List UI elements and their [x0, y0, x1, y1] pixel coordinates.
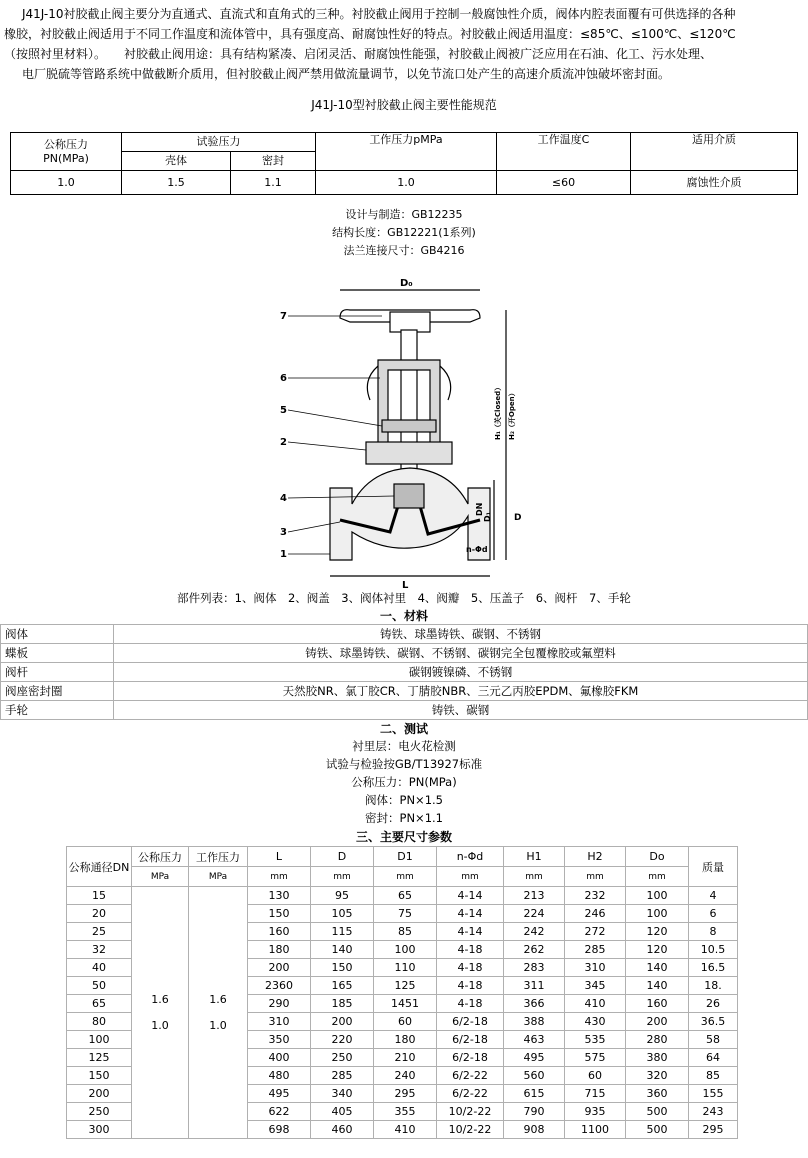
dims-cell-dn: 300	[67, 1121, 132, 1139]
material-value: 天然胶NR、氯丁胶CR、丁腈胶NBR、三元乙丙胶EPDM、氟橡胶FKM	[114, 682, 808, 701]
dims-cell: 85	[374, 923, 437, 941]
intro-line-2: 橡胶，衬胶截止阀适用于不同工作温度和流体管中，具有强度高、耐腐蚀性好的特点。衬胶截止阀适用温度：≤85℃、≤100℃、≤120℃	[4, 27, 736, 41]
dims-title: 三、主要尺寸参数	[355, 830, 452, 844]
material-row	[1, 625, 808, 644]
dims-cell: 575	[565, 1049, 626, 1067]
dims-cell: 500	[626, 1121, 689, 1139]
dims-cell: 130	[248, 887, 311, 905]
dims-cell: 120	[626, 941, 689, 959]
dims-cell: 58	[689, 1031, 738, 1049]
diagram-dim-d: D	[514, 513, 522, 523]
spec-header-pn-unit: PN(MPa)	[43, 151, 89, 165]
dims-cell: 120	[626, 923, 689, 941]
dims-cell: 250	[311, 1049, 374, 1067]
dims-cell: 115	[311, 923, 374, 941]
dims-cell: 6/2-18	[437, 1031, 504, 1049]
dims-cell: 285	[311, 1067, 374, 1085]
diagram-label-7: 7	[280, 311, 287, 322]
material-value: 碳钢镀镍磷、不锈钢	[114, 663, 808, 682]
diagram-dim-dn: DN	[475, 502, 484, 516]
dims-cell: 4-18	[437, 959, 504, 977]
diagram-label-6: 6	[280, 373, 287, 384]
dims-cell: 615	[504, 1085, 565, 1103]
diagram-dim-l: L	[402, 580, 409, 590]
dims-cell: 185	[311, 995, 374, 1013]
dims-unit-row	[67, 867, 738, 887]
dims-cell: 790	[504, 1103, 565, 1121]
standard-flange: 法兰连接尺寸：GB4216	[343, 244, 465, 257]
diagram-label-2: 2	[280, 437, 287, 448]
dims-cell: 310	[248, 1013, 311, 1031]
spec-cell-medium: 腐蚀性介质	[631, 171, 798, 195]
testing-line-3: 公称压力：PN(MPa)	[351, 775, 457, 789]
dims-cell: 100	[626, 905, 689, 923]
dims-cell: 232	[565, 887, 626, 905]
dims-header-h1: H1	[504, 847, 565, 867]
dims-cell-dn: 50	[67, 977, 132, 995]
dims-cell: 10.5	[689, 941, 738, 959]
material-row	[1, 644, 808, 663]
materials-title: 一、材料	[379, 609, 428, 623]
dims-cell: 60	[565, 1067, 626, 1085]
intro-line-3: （按照衬里材料）。 衬胶截止阀用途：具有结构紧凑、启闭灵活、耐腐蚀性能强，衬胶截止阀被广泛应用在石油、化工、污水处理、	[4, 47, 713, 61]
dims-cell-dn: 100	[67, 1031, 132, 1049]
dims-cell: 480	[248, 1067, 311, 1085]
dims-cell-dn: 125	[67, 1049, 132, 1067]
materials-table	[0, 624, 808, 720]
dims-cell: 8	[689, 923, 738, 941]
dims-cell-dn: 32	[67, 941, 132, 959]
dims-cell: 6/2-22	[437, 1085, 504, 1103]
diagram-label-4: 4	[280, 493, 287, 504]
dims-cell: 150	[311, 959, 374, 977]
dims-unit: MPa	[189, 867, 248, 887]
dims-cell: 26	[689, 995, 738, 1013]
dims-cell: 64	[689, 1049, 738, 1067]
dims-cell: 311	[504, 977, 565, 995]
dims-header-nphid: n-Φd	[437, 847, 504, 867]
dims-cell: 622	[248, 1103, 311, 1121]
dims-cell: 6/2-22	[437, 1067, 504, 1085]
dims-cell: 165	[311, 977, 374, 995]
spec-cell-seal: 1.1	[231, 171, 316, 195]
dims-cell-dn: 200	[67, 1085, 132, 1103]
diagram-dim-d0: D₀	[400, 278, 413, 289]
dims-header-h2: H2	[565, 847, 626, 867]
dims-cell: 410	[374, 1121, 437, 1139]
material-value: 铸铁、球墨铸铁、碳钢、不锈钢	[114, 625, 808, 644]
dims-cell: 366	[504, 995, 565, 1013]
dims-cell: 180	[248, 941, 311, 959]
dims-cell: 1100	[565, 1121, 626, 1139]
dims-cell: 280	[626, 1031, 689, 1049]
dims-unit: mm	[374, 867, 437, 887]
dims-table	[66, 846, 738, 1139]
dims-cell: 85	[689, 1067, 738, 1085]
dims-cell: 18.	[689, 977, 738, 995]
standard-design: 设计与制造：GB12235	[345, 208, 463, 221]
dims-cell: 495	[504, 1049, 565, 1067]
dims-cell-pn: 1.6 1.0	[132, 887, 189, 1139]
dims-cell-dn: 150	[67, 1067, 132, 1085]
testing-line-5: 密封：PN×1.1	[365, 811, 443, 825]
spec-header-medium: 适用介质	[631, 133, 798, 171]
dims-cell: 715	[565, 1085, 626, 1103]
spec-header-shell: 壳体	[122, 152, 231, 171]
dims-cell: 6/2-18	[437, 1049, 504, 1067]
dims-cell-dn: 20	[67, 905, 132, 923]
dims-header-pn: 公称压力	[132, 847, 189, 867]
dims-cell: 150	[248, 905, 311, 923]
dims-cell: 6/2-18	[437, 1013, 504, 1031]
diagram-dim-d1: D₁	[483, 511, 492, 522]
dims-cell: 388	[504, 1013, 565, 1031]
spec-table	[10, 132, 798, 195]
dims-cell: 285	[565, 941, 626, 959]
dims-header-d1: D1	[374, 847, 437, 867]
standard-length: 结构长度：GB12221(1系列)	[332, 226, 476, 239]
dims-cell: 95	[311, 887, 374, 905]
dims-cell: 290	[248, 995, 311, 1013]
dims-cell: 535	[565, 1031, 626, 1049]
spec-header-pn-label: 公称压力	[44, 137, 88, 151]
dims-cell-dn: 15	[67, 887, 132, 905]
testing-title: 二、测试	[379, 722, 428, 736]
spec-cell-shell: 1.5	[122, 171, 231, 195]
dims-cell: 200	[626, 1013, 689, 1031]
dims-unit: MPa	[132, 867, 189, 887]
dims-cell: 2360	[248, 977, 311, 995]
dims-cell: 350	[248, 1031, 311, 1049]
dims-header-d: D	[311, 847, 374, 867]
dims-cell: 125	[374, 977, 437, 995]
dims-cell: 6	[689, 905, 738, 923]
dims-cell: 60	[374, 1013, 437, 1031]
dims-cell: 262	[504, 941, 565, 959]
dims-cell-dn: 250	[67, 1103, 132, 1121]
dims-cell-dn: 65	[67, 995, 132, 1013]
testing-line-1: 衬里层：电火花检测	[352, 739, 456, 753]
dims-cell: 140	[311, 941, 374, 959]
diagram-dim-nphi: n-Φd	[466, 545, 488, 554]
dims-cell: 935	[565, 1103, 626, 1121]
dims-cell: 16.5	[689, 959, 738, 977]
dims-cell: 220	[311, 1031, 374, 1049]
dims-cell: 200	[311, 1013, 374, 1031]
dims-cell: 105	[311, 905, 374, 923]
spec-header-test: 试验压力	[122, 133, 316, 152]
dims-cell: 140	[626, 977, 689, 995]
dims-cell: 10/2-22	[437, 1103, 504, 1121]
dims-cell: 160	[248, 923, 311, 941]
dims-cell: 698	[248, 1121, 311, 1139]
dims-unit: mm	[248, 867, 311, 887]
material-key: 蝶板	[1, 644, 114, 663]
dims-unit: mm	[565, 867, 626, 887]
dims-cell: 246	[565, 905, 626, 923]
dims-cell: 1451	[374, 995, 437, 1013]
dims-cell: 345	[565, 977, 626, 995]
dims-cell: 240	[374, 1067, 437, 1085]
material-row	[1, 682, 808, 701]
intro-paragraph	[4, 4, 804, 84]
dims-cell-pw: 1.6 1.0	[189, 887, 248, 1139]
spec-title: J41J-10型衬胶截止阀主要性能规范	[311, 98, 497, 112]
diagram-label-5: 5	[280, 405, 287, 416]
dims-header-row	[67, 847, 738, 867]
spec-header-work: 工作压力pMPa	[316, 133, 497, 171]
material-key: 阀座密封圈	[1, 682, 114, 701]
dims-cell: 460	[311, 1121, 374, 1139]
dims-cell: 295	[689, 1121, 738, 1139]
dims-cell: 4-18	[437, 995, 504, 1013]
dims-cell: 100	[626, 887, 689, 905]
diagram-dim-h1: H₁（关Closed）	[494, 383, 502, 440]
dims-cell: 243	[689, 1103, 738, 1121]
dims-cell: 155	[689, 1085, 738, 1103]
spec-header-temp: 工作温度C	[497, 133, 631, 171]
diagram-label-1: 1	[280, 549, 287, 560]
parts-list: 部件列表：1、阀体 2、阀盖 3、阀体衬里 4、阀瓣 5、压盖子 6、阀杆 7、手轮	[177, 591, 631, 605]
dims-cell: 560	[504, 1067, 565, 1085]
table-row	[67, 887, 738, 905]
spec-header-seal: 密封	[231, 152, 316, 171]
dims-header-pw: 工作压力	[189, 847, 248, 867]
dims-cell: 210	[374, 1049, 437, 1067]
dims-cell-dn: 80	[67, 1013, 132, 1031]
dims-cell: 295	[374, 1085, 437, 1103]
testing-line-4: 阀体：PN×1.5	[365, 793, 443, 807]
dims-cell: 495	[248, 1085, 311, 1103]
dims-cell: 4	[689, 887, 738, 905]
material-value: 铸铁、球墨铸铁、碳钢、不锈钢、碳钢完全包覆橡胶或氟塑料	[114, 644, 808, 663]
material-key: 阀体	[1, 625, 114, 644]
dims-cell: 224	[504, 905, 565, 923]
dims-cell: 213	[504, 887, 565, 905]
dims-unit: mm	[437, 867, 504, 887]
dims-cell: 430	[565, 1013, 626, 1031]
dims-cell: 10/2-22	[437, 1121, 504, 1139]
dims-cell: 4-14	[437, 905, 504, 923]
dims-cell: 283	[504, 959, 565, 977]
dims-cell: 272	[565, 923, 626, 941]
dims-cell: 140	[626, 959, 689, 977]
dims-cell: 100	[374, 941, 437, 959]
dims-cell: 4-18	[437, 977, 504, 995]
material-row	[1, 701, 808, 720]
dims-unit: mm	[311, 867, 374, 887]
dims-header-mass: 质量	[689, 847, 738, 887]
dims-cell: 242	[504, 923, 565, 941]
dims-cell: 200	[248, 959, 311, 977]
dims-header-l: L	[248, 847, 311, 867]
dims-cell-dn: 25	[67, 923, 132, 941]
material-row	[1, 663, 808, 682]
spec-header-pn	[11, 133, 122, 171]
dims-cell: 4-18	[437, 941, 504, 959]
material-key: 阀杆	[1, 663, 114, 682]
dims-cell: 310	[565, 959, 626, 977]
dims-cell: 75	[374, 905, 437, 923]
intro-line-1: J41J-10衬胶截止阀主要分为直通式、直流式和直角式的三种。衬胶截止阀用于控制一般腐蚀性介质，阀体内腔表面覆有可供选择的各种	[22, 7, 736, 21]
dims-body	[67, 887, 738, 1139]
dims-cell: 410	[565, 995, 626, 1013]
dims-cell: 500	[626, 1103, 689, 1121]
dims-cell: 320	[626, 1067, 689, 1085]
dims-cell-dn: 40	[67, 959, 132, 977]
dims-cell: 160	[626, 995, 689, 1013]
diagram-dim-h2: H₂（开Open）	[508, 389, 516, 440]
intro-line-4: 电厂脱硫等管路系统中做截断介质用，但衬胶截止阀严禁用做流量调节，以免节流口处产生的高速介质流冲蚀破坏密封面。	[22, 67, 671, 81]
diagram-label-3: 3	[280, 527, 287, 538]
material-key: 手轮	[1, 701, 114, 720]
dims-header-do: Do	[626, 847, 689, 867]
dims-unit: mm	[504, 867, 565, 887]
dims-cell: 65	[374, 887, 437, 905]
dims-cell: 110	[374, 959, 437, 977]
testing-line-2: 试验与检验按GB/T13927标准	[325, 757, 483, 771]
dims-cell: 360	[626, 1085, 689, 1103]
dims-cell: 405	[311, 1103, 374, 1121]
dims-cell: 340	[311, 1085, 374, 1103]
dims-cell: 4-14	[437, 923, 504, 941]
valve-diagram	[270, 270, 540, 590]
spec-cell-pn: 1.0	[11, 171, 122, 195]
dims-cell: 4-14	[437, 887, 504, 905]
dims-cell: 380	[626, 1049, 689, 1067]
dims-cell: 355	[374, 1103, 437, 1121]
dims-cell: 463	[504, 1031, 565, 1049]
spec-cell-temp: ≤60	[497, 171, 631, 195]
spec-cell-work: 1.0	[316, 171, 497, 195]
dims-cell: 180	[374, 1031, 437, 1049]
dims-header-dn: 公称通径DN	[67, 847, 132, 887]
dims-cell: 400	[248, 1049, 311, 1067]
dims-cell: 36.5	[689, 1013, 738, 1031]
material-value: 铸铁、碳钢	[114, 701, 808, 720]
dims-cell: 908	[504, 1121, 565, 1139]
dims-unit: mm	[626, 867, 689, 887]
